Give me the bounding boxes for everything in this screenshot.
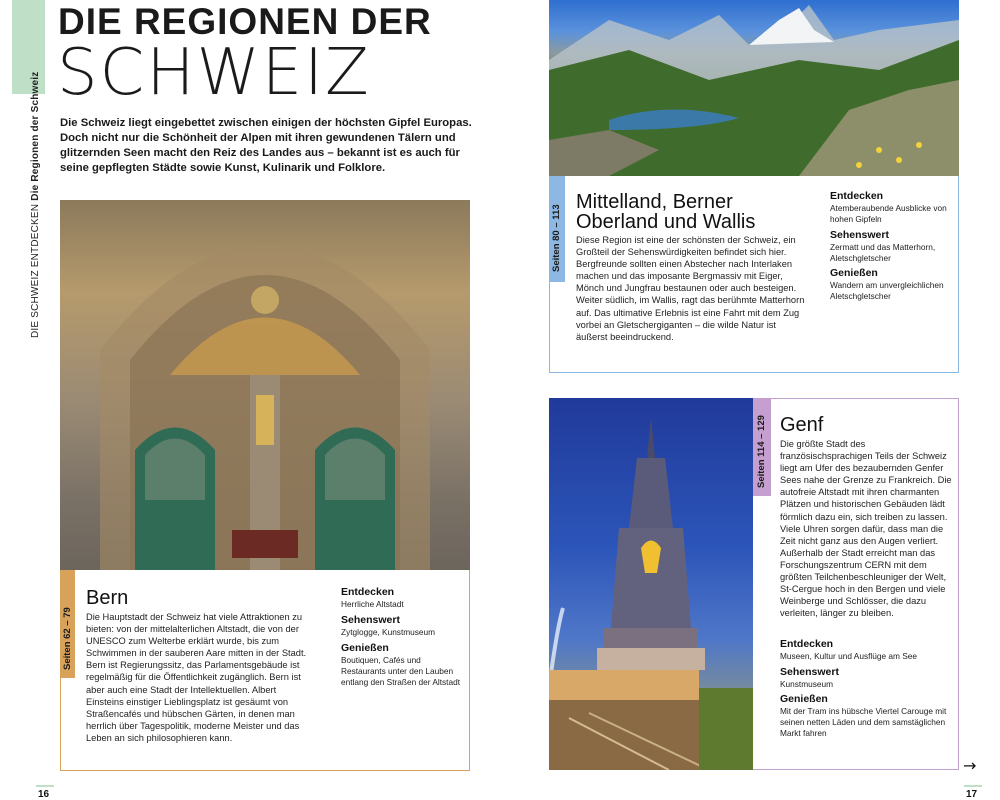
left-page-number: 16 (38, 789, 50, 800)
bern-title: Bern (86, 587, 129, 609)
bern-page-range-tab (60, 570, 75, 678)
mittelland-geniessen-text: Wandern am unvergleichlichen Aletschgletscher (830, 280, 944, 301)
genf-geniessen-heading: Genießen (780, 693, 828, 705)
running-head (30, 71, 46, 350)
bern-sehenswert-text: Zytglogge, Kunstmuseum (341, 627, 436, 637)
mittelland-sehenswert-text: Zermatt und das Matterhorn, Aletschgletscher (830, 242, 936, 263)
genf-body: Die größte Stadt des französischsprachigen Teils der Schweiz liegt am Ufer des bezaubernden Genfer Sees nahe der Grenze zu Frankreich. Die autofreie Altstadt mit ihren charmanten Plätzen und historischen Gebäuden lädt förmlich dazu ein, sich treiben zu lassen. Viele Uhren sorgen dafür, dass man die Zeit nicht ganz aus den Augen verliert. Außerhalb der Stadt erreicht man das Forschungszentrum CERN mit dem größten Teilchenbeschleuniger der Welt, St-Cergue hoch in den Bergen und viele Weinberge und Schlösser, die dazu verleiten, länger zu bleiben. (780, 439, 952, 619)
genf-title: Genf (780, 414, 824, 436)
genf-sehenswert-heading: Sehenswert (780, 666, 839, 678)
mittelland-title: Mittelland, Berner Oberland und Wallis (576, 191, 756, 233)
matterhorn-photo (549, 0, 959, 176)
genf-info-box (753, 398, 959, 770)
running-head-prefix: DIE SCHWEIZ ENTDECKEN (30, 203, 41, 338)
bern-geniessen-heading: Genießen (341, 642, 389, 654)
bern-cathedral-photo (60, 200, 470, 570)
mittelland-page-range: Seiten 80 – 113 (551, 204, 562, 272)
right-page-number: 17 (966, 789, 978, 800)
bern-entdecken-heading: Entdecken (341, 586, 395, 598)
mittelland-entdecken-text: Atemberaubende Ausblicke von hohen Gipfeln (830, 203, 947, 224)
page-title-line1: DIE REGIONEN DER (58, 1, 432, 42)
bern-info-box (60, 570, 470, 771)
left-page-number-rule (36, 785, 54, 787)
mittelland-geniessen-heading: Genießen (830, 267, 878, 279)
right-page-number-rule (964, 785, 982, 787)
genf-page-range-tab (753, 398, 771, 496)
mittelland-body: Diese Region ist eine der schönsten der Schweiz, ein Großteil der Sehenswürdigkeiten befindet sich hier. Bergfreunde sollten einen Abstecher nach Interlaken machen und das imposante Bergmassiv mit Eiger, Mönch und Jungfrau bestaunen oder auch besteigen. Weiter südlich, im Wallis, ragt das berühmte Matterhorn auf. Das ultimative Erlebnis ist eine Fahrt mit dem Zug vorbei an Gletschergiganten – die wilde Natur ist äußerst beeindruckend. (576, 235, 805, 342)
genf-sehenswert-text: Kunstmuseum (780, 679, 834, 689)
genf-entdecken-heading: Entdecken (780, 638, 834, 650)
genf-page-range: Seiten 114 – 129 (756, 415, 767, 488)
bern-entdecken-text: Herrliche Altstadt (341, 599, 404, 609)
page-title-line2: SCHWEIZ (57, 36, 371, 110)
bern-geniessen-text: Boutiquen, Cafés und Restaurants unter den Lauben entlang den Straßen der Altstadt (341, 655, 461, 687)
mittelland-page-range-tab (549, 176, 565, 282)
bern-page-range: Seiten 62 – 79 (62, 607, 73, 670)
running-head-section: Die Regionen der Schweiz (30, 71, 41, 201)
mittelland-info-box (549, 176, 959, 373)
bern-body: Die Hauptstadt der Schweiz hat viele Attraktionen zu bieten: von der mittelalterlichen Altstadt, die von der UNESCO zum Welterbe erklärt wurde, bis zum Schwimmen in der sauberen Aare mitten in der Stadt. Bern ist Regierungssitz, das Parlamentsgebäude ist regelmäßig für die Öffentlichkeit zugänglich. Bern ist aber auch eine Stadt der Intellektuellen. Albert Einsteins einstiger Lieblingsplatz ist gesäumt von Straßencafés und hübschen Gärten, in denen man herrlich über Tagespolitik, moderne Meister und das Leben an sich philosophieren kann. (86, 612, 307, 743)
mittelland-sehenswert-heading: Sehenswert (830, 229, 889, 241)
mittelland-entdecken-heading: Entdecken (830, 190, 884, 202)
genf-entdecken-text: Museen, Kultur und Ausflüge am See (780, 651, 917, 661)
genf-geniessen-text: Mit der Tram ins hübsche Viertel Carouge mit seinen netten Läden und dem samstäglichen Markt fahren (780, 706, 947, 738)
intro-paragraph: Die Schweiz liegt eingebettet zwischen einigen der höchsten Gipfel Europas. Doch nicht nur die Schönheit der Alpen mit ihren gewundenen Tälern und glitzernden Seen macht den Reiz des Landes aus – bekannt ist es auch für seine gepflegten Städte sowie Kunst, Kulinarik und Folklore. (60, 117, 472, 174)
arrow-right-icon[interactable]: → (963, 756, 977, 775)
geneva-monument-photo (549, 398, 753, 770)
bern-sehenswert-heading: Sehenswert (341, 614, 400, 626)
